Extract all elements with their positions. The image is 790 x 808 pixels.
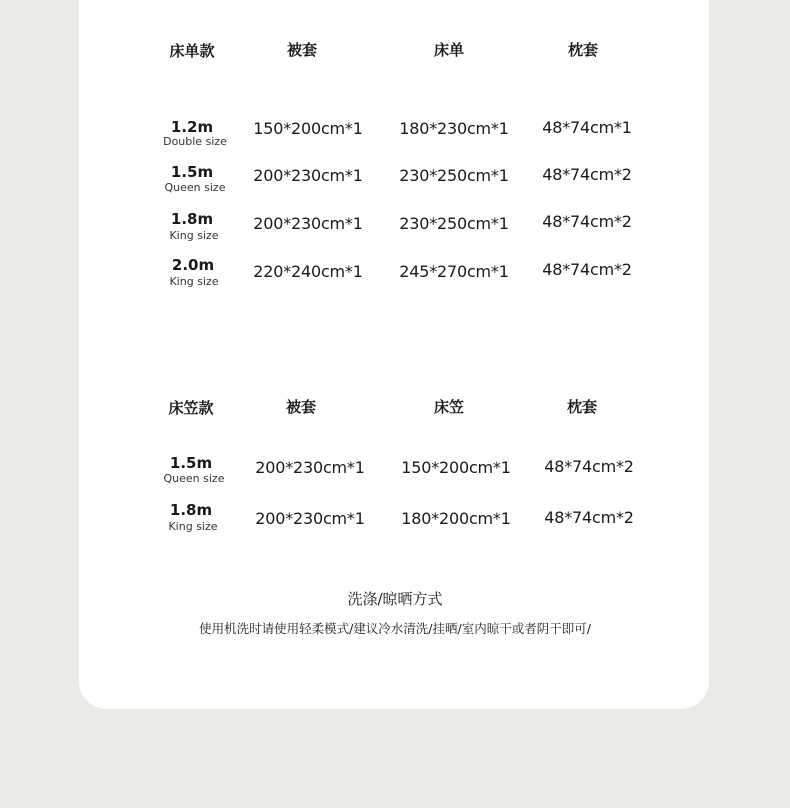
table1-header-pillowcase: 枕套 [567,41,599,59]
wash-instructions-text: 使用机洗时请使用轻柔模式/建议冷水清洗/挂晒/室内晾干或者阴干即可/ [199,621,591,636]
table1-row2-pillowcase: 48*74cm*2 [542,165,632,184]
table2-row2-label: King size [168,520,218,533]
table1-row1-label: Double size [163,135,227,148]
wash-instructions-title: 洗涤/晾晒方式 [347,590,443,608]
table2-row1-size: 1.5m [169,454,213,472]
table1-row1-size: 1.2m [170,118,214,136]
table1-row3-label: King size [169,229,219,242]
table1-row2-duvet: 200*230cm*1 [253,166,363,185]
table1-row3-size: 1.8m [170,210,214,228]
table2-row2-size: 1.8m [169,501,213,519]
table1-row4-label: King size [169,275,219,288]
table1-row2-size: 1.5m [170,163,214,181]
table1-row4-sheet: 245*270cm*1 [399,262,509,281]
table1-row1-sheet: 180*230cm*1 [399,119,509,138]
table2-header-pillowcase: 枕套 [566,398,598,416]
table1-row2-label: Queen size [164,181,226,194]
table1-header-sheet: 床单 [433,41,465,59]
table1-row3-duvet: 200*230cm*1 [253,214,363,233]
table2-row1-fitted-sheet: 150*200cm*1 [401,458,511,477]
table1-row3-sheet: 230*250cm*1 [399,214,509,233]
table2-row2-duvet: 200*230cm*1 [255,509,365,528]
table1-row4-size: 2.0m [171,256,215,274]
table2-header-style: 床笠款 [168,399,214,417]
table1-header-duvet: 被套 [286,41,318,59]
table2-row1-duvet: 200*230cm*1 [255,458,365,477]
table1-row4-duvet: 220*240cm*1 [253,262,363,281]
table1-header-style: 床单款 [169,42,215,60]
table2-header-duvet: 被套 [285,398,317,416]
table2-row1-pillowcase: 48*74cm*2 [544,457,634,476]
table2-row1-label: Queen size [163,472,225,485]
table1-row3-pillowcase: 48*74cm*2 [542,212,632,231]
table1-row1-pillowcase: 48*74cm*1 [542,118,632,137]
table2-row2-pillowcase: 48*74cm*2 [544,508,634,527]
table1-row2-sheet: 230*250cm*1 [399,166,509,185]
table1-row1-duvet: 150*200cm*1 [253,119,363,138]
table2-header-fitted-sheet: 床笠 [433,398,465,416]
table2-row2-fitted-sheet: 180*200cm*1 [401,509,511,528]
table1-row4-pillowcase: 48*74cm*2 [542,260,632,279]
